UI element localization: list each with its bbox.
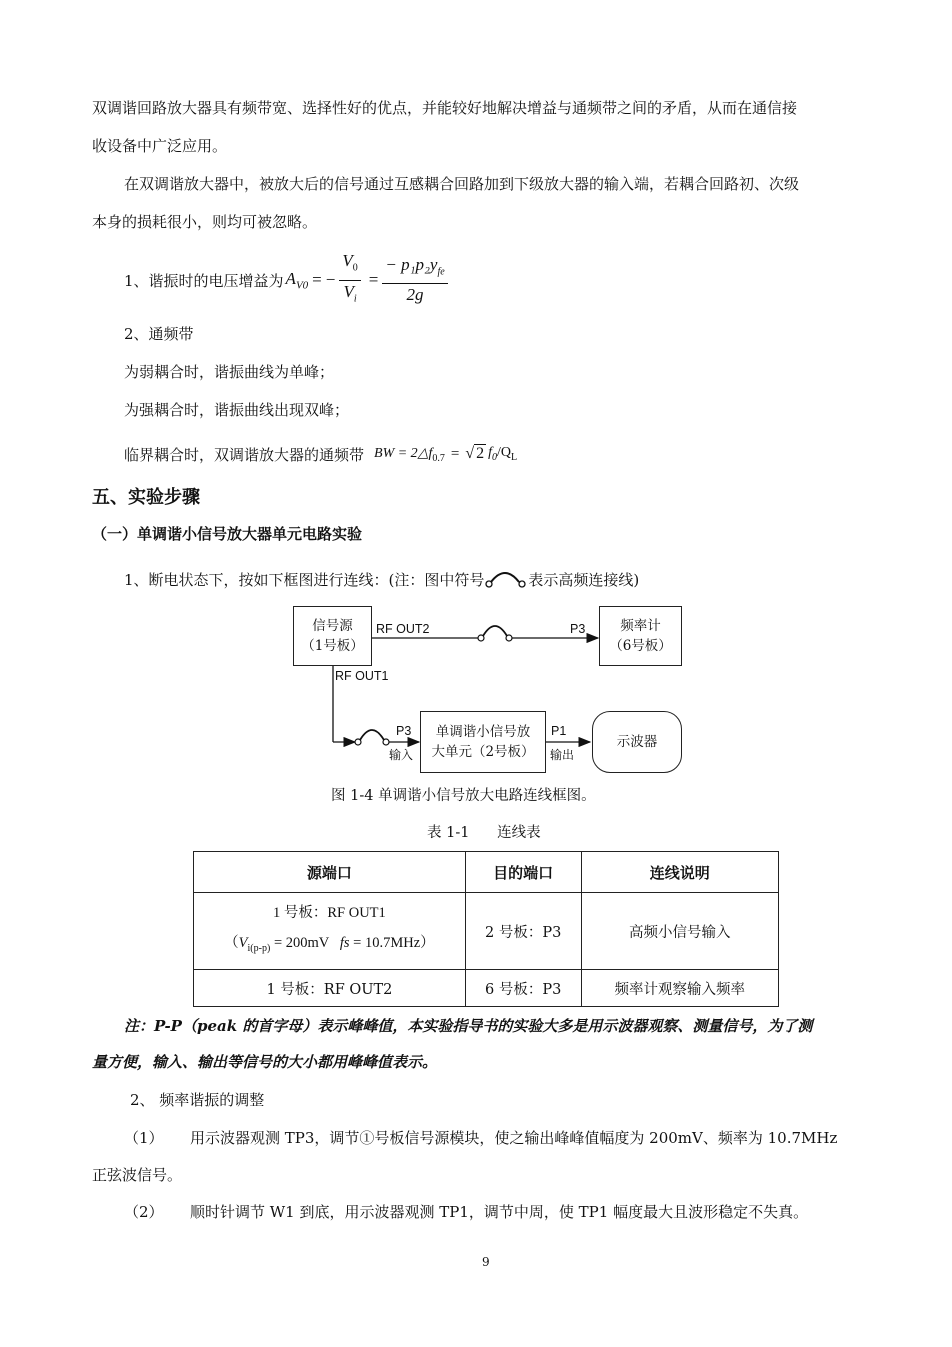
step1-text-b: 表示高频连接线) [528, 570, 640, 589]
header-description: 连线说明 [581, 852, 778, 893]
f0: f [488, 445, 492, 461]
row1-V: V [238, 935, 248, 952]
figure-caption: 图 1-4 单调谐小信号放大电路连线框图。 [331, 788, 596, 804]
hf-cable-bottom [360, 730, 384, 740]
row2-source: 1 号板：RF OUT2 [194, 970, 466, 1007]
amplifier-box [420, 711, 546, 773]
passband-title: 2、通频带 [124, 325, 194, 343]
gain-A: A [285, 268, 296, 288]
sqrt-arg: 2 [476, 445, 485, 462]
gain-equals-2: = [368, 270, 379, 289]
sqrt-sign: √ 2 [465, 445, 485, 462]
gain-prefix: 1、谐振时的电压增益为 [124, 271, 284, 290]
row1-fs: fs [339, 935, 350, 952]
f0-sub: 0 [491, 451, 497, 463]
rf-out2-label: RF OUT2 [376, 622, 430, 636]
gain-A-sub: V0 [295, 279, 309, 292]
output-label: 输出 [550, 748, 575, 762]
bw-equals: = [450, 445, 460, 462]
gain-num2-sub: fe [437, 266, 445, 278]
intro-paragraph-2-line-2: 本身的损耗很小，则均可被忽略。 [92, 213, 318, 231]
row2-destination: 6 号板：P3 [465, 970, 581, 1007]
row1-source-line1: 1 号板：RF OUT1 [273, 905, 386, 922]
signal-source-box [293, 606, 372, 666]
row1-source [194, 893, 466, 970]
row1-freq: = 10.7MHz） [349, 935, 435, 952]
gain-minus: − [325, 270, 336, 289]
p1-output-label: P1 [551, 724, 567, 738]
row1-source-line2 [195, 928, 464, 964]
step2-title: 2、 频率谐振的调整 [130, 1091, 265, 1109]
signal-source-label-2: （1号板） [301, 638, 364, 654]
bw-sub: 0.7 [432, 452, 445, 464]
table-header-row [194, 852, 779, 893]
row1-V-sub: i(p-p) [247, 942, 271, 954]
gain-num1-sub: 0 [352, 262, 358, 274]
scope-label: 示波器 [616, 734, 658, 750]
hf-connector-right [506, 635, 512, 641]
gain-den2: 2g [406, 285, 424, 305]
passband-weak: 为弱耦合时，谐振曲线为单峰； [124, 363, 335, 381]
intro-paragraph-1-line-1: 双调谐回路放大器具有频带宽、选择性好的优点，并能较好地解决增益与通频带之间的矛盾，从而在通信接 [92, 99, 798, 117]
hf-connector-in-right [383, 739, 389, 745]
connection-table [193, 851, 779, 1007]
p3-input-label: P3 [396, 724, 412, 738]
table-row [194, 893, 779, 970]
counter-label-1: 频率计 [620, 618, 661, 634]
intro-paragraph-2-line-1: 在双调谐放大器中，被放大后的信号通过互感耦合回路加到下级放大器的输入端，若耦合回路初、次级 [124, 175, 800, 193]
gain-num1: V [342, 251, 353, 271]
input-label: 输入 [389, 748, 414, 762]
signal-source-label-1: 信号源 [312, 618, 353, 634]
gain-num2: − p₁p₂y [385, 254, 438, 274]
gain-den1-sub: i [353, 292, 357, 304]
page-number: 9 [482, 1255, 490, 1269]
oscilloscope-box [592, 711, 682, 773]
step2-item1-line1: 用示波器观测 TP3，调节①号板信号源模块，使之输出峰峰值幅度为 200mV、频率为 10.7MHz [190, 1129, 838, 1147]
passband-critical-prefix: 临界耦合时，双调谐放大器的通频带 [124, 445, 365, 464]
row1-voltage: = 200mV [270, 935, 340, 952]
section-heading: 五、实验步骤 [92, 487, 200, 508]
ql-sub: L [510, 451, 518, 463]
passband-strong: 为强耦合时，谐振曲线出现双峰； [124, 401, 350, 419]
step1-text-a: 1、断电状态下，按如下框图进行连线：(注：图中符号 [124, 570, 485, 589]
note-line-2: 量方便，输入、输出等信号的大小都用峰峰值表示。 [92, 1053, 438, 1071]
counter-label-2: （6号板） [609, 638, 672, 654]
header-source: 源端口 [194, 852, 466, 893]
gain-equals-1: = [312, 270, 322, 289]
row1-description: 高频小信号输入 [581, 893, 778, 970]
subsection-heading: （一）单调谐小信号放大器单元电路实验 [92, 525, 363, 543]
step2-item1-num: （1） [124, 1129, 164, 1147]
amp-label-2: 大单元（2号板） [431, 744, 535, 760]
step2-item1-line2: 正弦波信号。 [92, 1166, 183, 1184]
row1-open-paren: （ [224, 935, 239, 952]
table-row [194, 970, 779, 1007]
step2-item2-num: （2） [124, 1203, 164, 1221]
p3-top-label: P3 [570, 622, 586, 636]
row1-destination: 2 号板：P3 [465, 893, 581, 970]
frequency-counter-box [599, 606, 682, 666]
amp-label-1: 单调谐小信号放 [435, 724, 531, 740]
hf-cable-top [483, 626, 507, 636]
note-line-1: 注：P-P（peak 的首字母）表示峰峰值，本实验指导书的实验大多是用示波器观察、测量信号，为了测 [124, 1017, 813, 1035]
ql: /Q [496, 445, 511, 461]
table-caption: 表 1-1 连线表 [427, 825, 541, 841]
header-destination: 目的端口 [465, 852, 581, 893]
row2-description: 频率计观察输入频率 [581, 970, 778, 1007]
intro-paragraph-1-line-2: 收设备中广泛应用。 [92, 137, 228, 155]
step2-item2-text: 顺时针调节 W1 到底，用示波器观测 TP1，调节中周，使 TP1 幅度最大且波形稳定不失真。 [190, 1203, 809, 1221]
rf-out1-label: RF OUT1 [335, 669, 389, 683]
bw-formula-text: BW = 2△f [374, 445, 433, 461]
gain-den1: V [343, 281, 354, 301]
